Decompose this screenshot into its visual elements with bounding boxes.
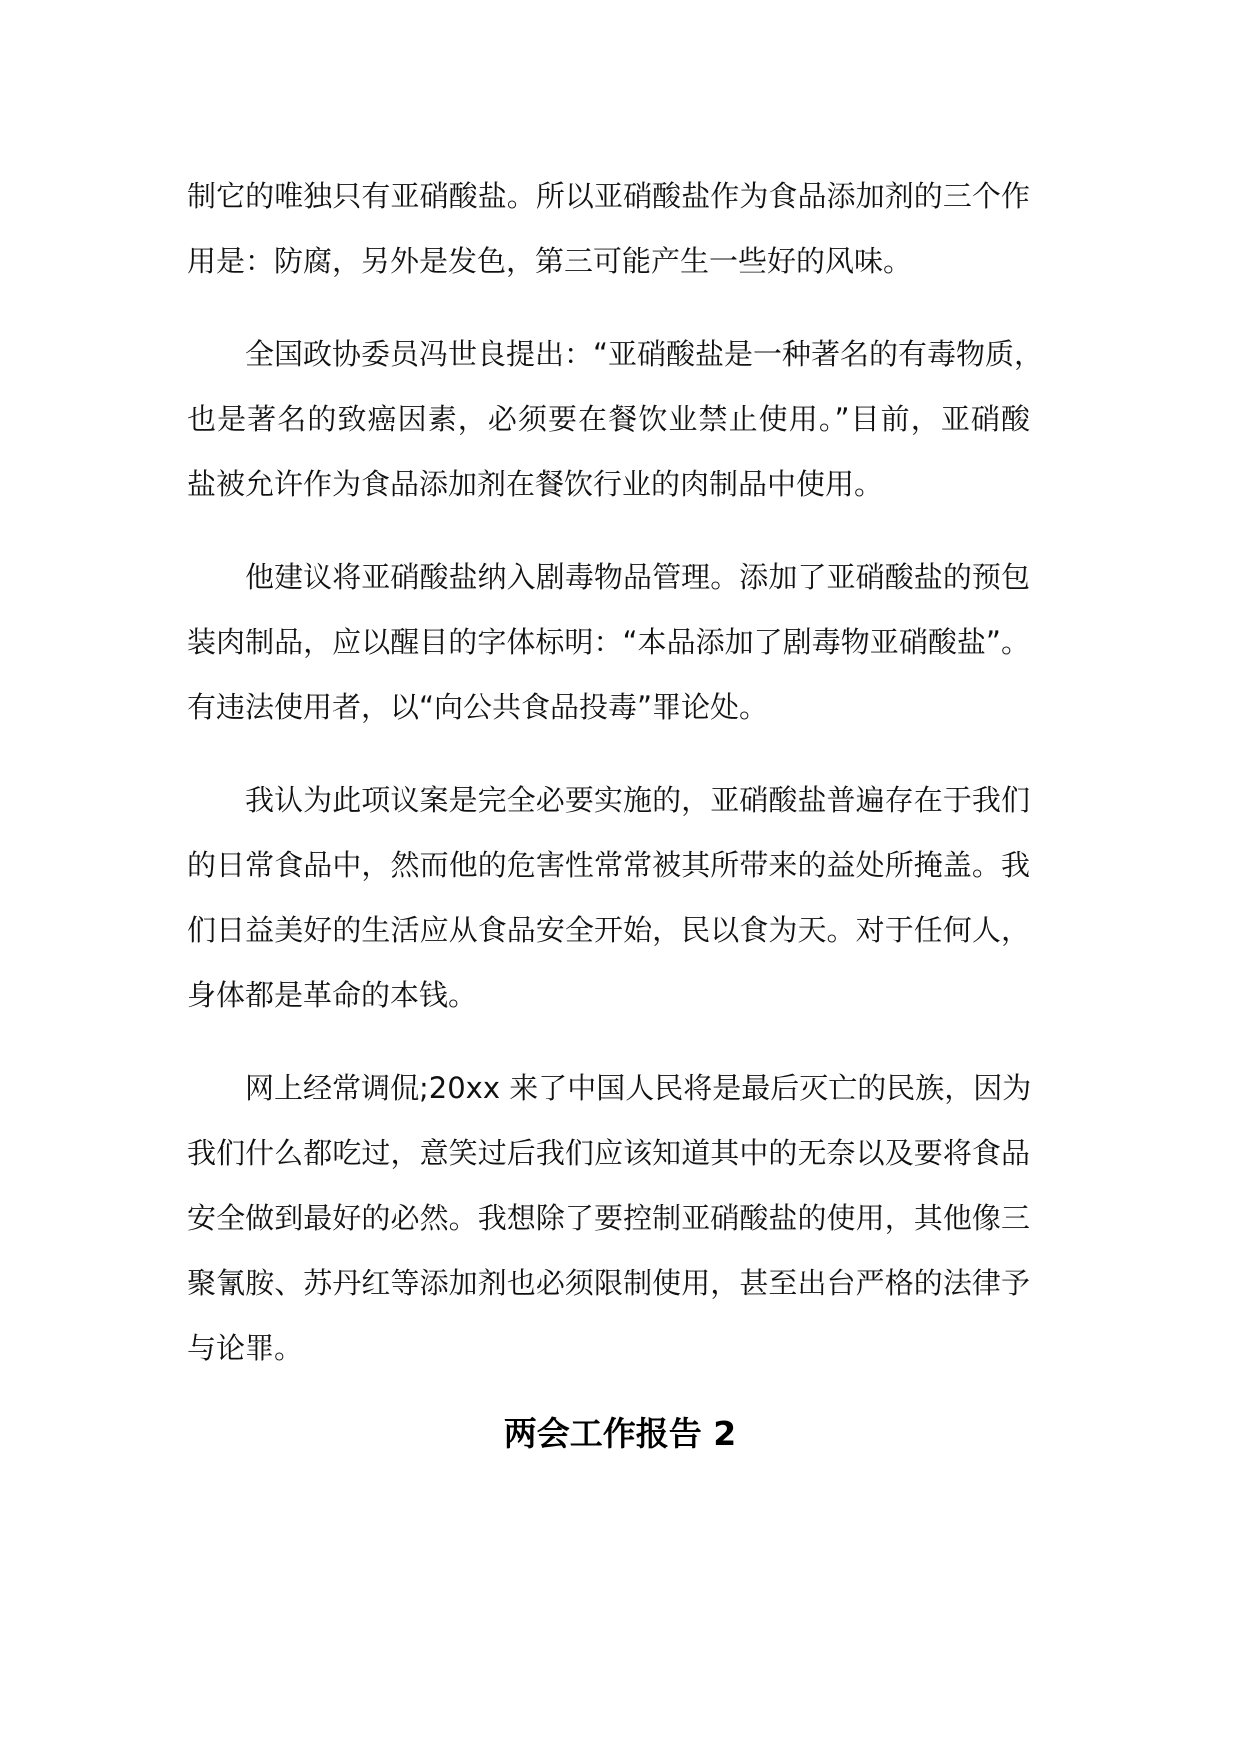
paragraph-line: 用是：防腐，另外是发色，第三可能产生一些好的风味。 [187,244,913,278]
paragraph-1 [187,164,1030,294]
paragraph-3 [187,545,1030,740]
paragraph-line: 装肉制品，应以醒目的字体标明：“本品添加了剧毒物亚硝酸盐”。 [187,625,1030,659]
paragraph-line: 们日益美好的生活应从食品安全开始，民以食为天。对于任何人， [187,913,1030,947]
paragraph-line: 全国政协委员冯世良提出：“亚硝酸盐是一种著名的有毒物质， [245,337,1044,371]
paragraph-line: 与论罪。 [187,1331,304,1365]
paragraph-line: 的日常食品中，然而他的危害性常常被其所带来的益处所掩盖。我 [187,848,1030,882]
paragraph-line: 也是著名的致癌因素，必须要在餐饮业禁止使用。”目前，亚硝酸 [187,402,1030,436]
paragraph-5 [187,1056,1030,1381]
paragraph-line: 网上经常调侃;20xx 来了中国人民将是最后灭亡的民族，因为 [245,1071,1032,1105]
paragraph-line: 我们什么都吃过，意笑过后我们应该知道其中的无奈以及要将食品 [187,1136,1030,1170]
section-heading: 两会工作报告 2 [503,1414,737,1453]
paragraph-line: 安全做到最好的必然。我想除了要控制亚硝酸盐的使用，其他像三 [187,1201,1030,1235]
paragraph-line: 身体都是革命的本钱。 [187,978,478,1012]
paragraph-4 [187,768,1030,1028]
paragraph-line: 我认为此项议案是完全必要实施的，亚硝酸盐普遍存在于我们 [245,783,1030,817]
paragraph-line: 聚氰胺、苏丹红等添加剂也必须限制使用，甚至出台严格的法律予 [187,1266,1030,1300]
paragraph-line: 有违法使用者，以“向公共食品投毒”罪论处。 [187,690,769,724]
paragraph-2 [187,322,1044,517]
paragraph-line: 他建议将亚硝酸盐纳入剧毒物品管理。添加了亚硝酸盐的预包 [245,560,1030,594]
paragraph-line: 制它的唯独只有亚硝酸盐。所以亚硝酸盐作为食品添加剂的三个作 [187,179,1030,213]
paragraph-line: 盐被允许作为食品添加剂在餐饮行业的肉制品中使用。 [187,467,884,501]
